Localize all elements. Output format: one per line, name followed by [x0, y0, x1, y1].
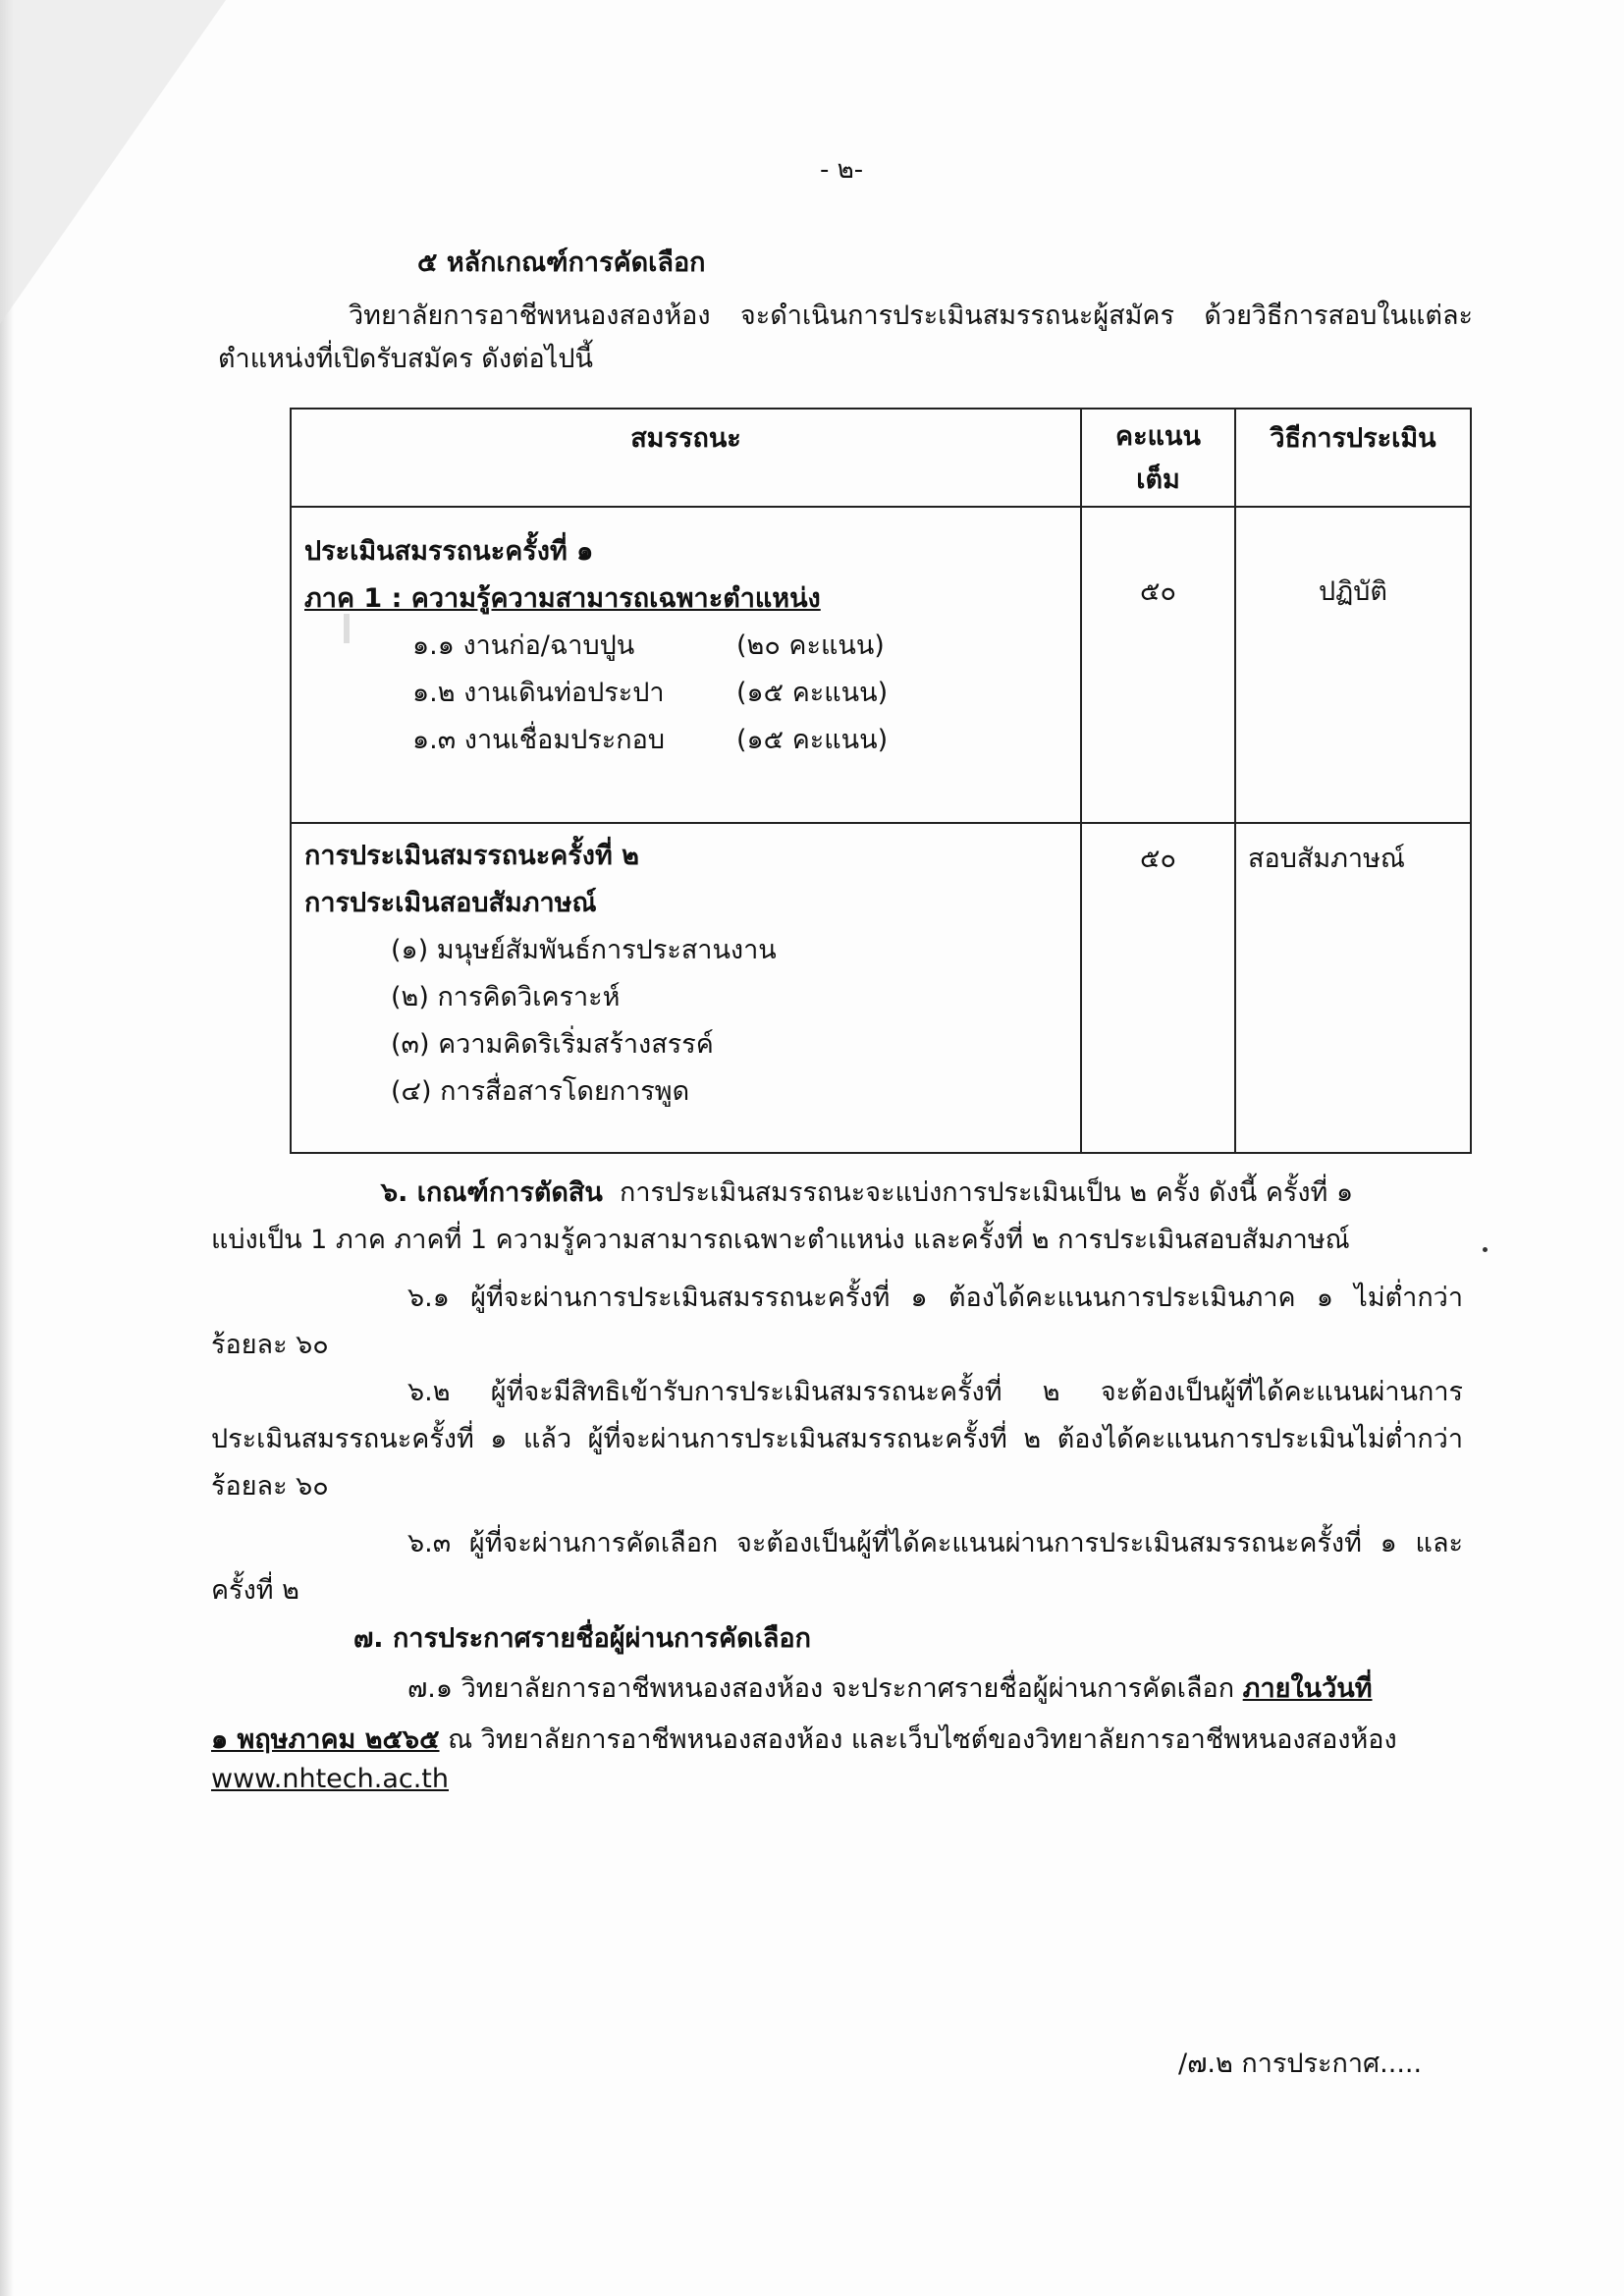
section5-heading: ๕ หลักเกณฑ์การคัดเลือก	[417, 247, 706, 278]
section7-1-location: ณ วิทยาลัยการอาชีพหนองสองห้อง และเว็บไซต์ของวิทยาลัยการอาชีพหนองสองห้อง	[439, 1724, 1397, 1755]
continuation-note: /๗.๒ การประกาศ.....	[1178, 2049, 1423, 2079]
section6-heading: ๖. เกณฑ์การตัดสิน	[381, 1177, 603, 1208]
round2-item: (๒) การคิดวิเคราะห์	[391, 982, 621, 1012]
website-link[interactable]: www.nhtech.ac.th	[211, 1764, 449, 1794]
section5-intro-line1: วิทยาลัยการอาชีพหนองสองห้อง จะดำเนินการประเมินสมรรถนะผู้สมัคร ด้วยวิธีการสอบในแต่ละ	[349, 301, 1473, 331]
section5-intro-line2: ตำแหน่งที่เปิดรับสมัคร ดังต่อไปนี้	[218, 344, 593, 374]
competency-table	[290, 408, 1472, 1154]
scan-edge-shadow	[0, 0, 14, 2296]
round2-subtitle: การประเมินสอบสัมภาษณ์	[304, 888, 597, 918]
section7-1-date: ๑ พฤษภาคม ๒๕๖๕	[211, 1724, 440, 1755]
section7-1-deadline-label: ภายในวันที่	[1242, 1673, 1373, 1704]
header-full-score: คะแนน เต็ม	[1081, 409, 1235, 507]
round1-item: ๑.๓ งานเชื่อมประกอบ (๑๕ คะแนน)	[412, 725, 889, 755]
scan-dot	[1483, 1247, 1488, 1252]
section6-2-line3: ร้อยละ ๖๐	[211, 1471, 329, 1502]
section6-text-line1: การประเมินสมรรถนะจะแบ่งการประเมินเป็น ๒ ครั้ง ดังนี้ ครั้งที่ ๑	[620, 1177, 1354, 1208]
page-number: - ๒-	[820, 155, 864, 185]
round1-part: ภาค 1 : ความรู้ความสามารถเฉพาะตำแหน่ง	[304, 583, 821, 614]
round2-item: (๑) มนุษย์สัมพันธ์การประสานงาน	[391, 935, 777, 965]
section6-1-line1: ๖.๑ ผู้ที่จะผ่านการประเมินสมรรถนะครั้งที่ ๑ ต้องได้คะแนนการประเมินภาค ๑ ไม่ต่ำกว่า	[407, 1283, 1463, 1313]
table-row-round1	[291, 507, 1471, 823]
table-row-round2	[291, 823, 1471, 1153]
section6-heading-line	[381, 1174, 1353, 1213]
round1-score: ๕๐	[1081, 507, 1235, 823]
round1-title: ประเมินสมรรถนะครั้งที่ ๑	[304, 536, 594, 567]
round2-item: (๓) ความคิดริเริ่มสร้างสรรค์	[391, 1029, 714, 1060]
section6-3-line2: ครั้งที่ ๒	[211, 1575, 299, 1606]
section7-heading: ๗. การประกาศรายชื่อผู้ผ่านการคัดเลือก	[353, 1623, 811, 1654]
header-method: วิธีการประเมิน	[1235, 409, 1471, 507]
round1-item: ๑.๑ งานก่อ/ฉาบปูน (๒๐ คะแนน)	[412, 630, 885, 661]
round1-item: ๑.๒ งานเดินท่อประปา (๑๕ คะแนน)	[412, 678, 889, 708]
section6-3-line1: ๖.๓ ผู้ที่จะผ่านการคัดเลือก จะต้องเป็นผู้ที่ได้คะแนนผ่านการประเมินสมรรถนะครั้งที่ ๑ และ	[407, 1528, 1463, 1558]
header-competency: สมรรถนะ	[291, 409, 1081, 507]
section7-1-text: ๗.๑ วิทยาลัยการอาชีพหนองสองห้อง จะประกาศรายชื่อผู้ผ่านการคัดเลือก	[407, 1673, 1243, 1704]
folded-corner	[0, 0, 226, 324]
section6-text-line2: แบ่งเป็น 1 ภาค ภาคที่ 1 ความรู้ความสามารถเฉพาะตำแหน่ง และครั้งที่ ๒ การประเมินสอบสัมภาษณ์	[211, 1225, 1350, 1255]
section6-2-line2: ประเมินสมรรถนะครั้งที่ ๑ แล้ว ผู้ที่จะผ่านการประเมินสมรรถนะครั้งที่ ๒ ต้องได้คะแนนการประเมินไม่ต่ำกว่า	[211, 1424, 1463, 1454]
section7-1-line2	[211, 1721, 1397, 1760]
section6-1-line2: ร้อยละ ๖๐	[211, 1330, 329, 1360]
section6-2-line1: ๖.๒ ผู้ที่จะมีสิทธิเข้ารับการประเมินสมรรถนะครั้งที่ ๒ จะต้องเป็นผู้ที่ได้คะแนนผ่านการ	[407, 1377, 1463, 1407]
round1-method: ปฏิบัติ	[1235, 507, 1471, 823]
round2-title: การประเมินสมรรถนะครั้งที่ ๒	[304, 841, 639, 871]
round2-method: สอบสัมภาษณ์	[1235, 823, 1471, 1153]
section7-1-line1	[407, 1669, 1373, 1709]
round2-item: (๔) การสื่อสารโดยการพูด	[391, 1076, 690, 1107]
round2-score: ๕๐	[1081, 823, 1235, 1153]
